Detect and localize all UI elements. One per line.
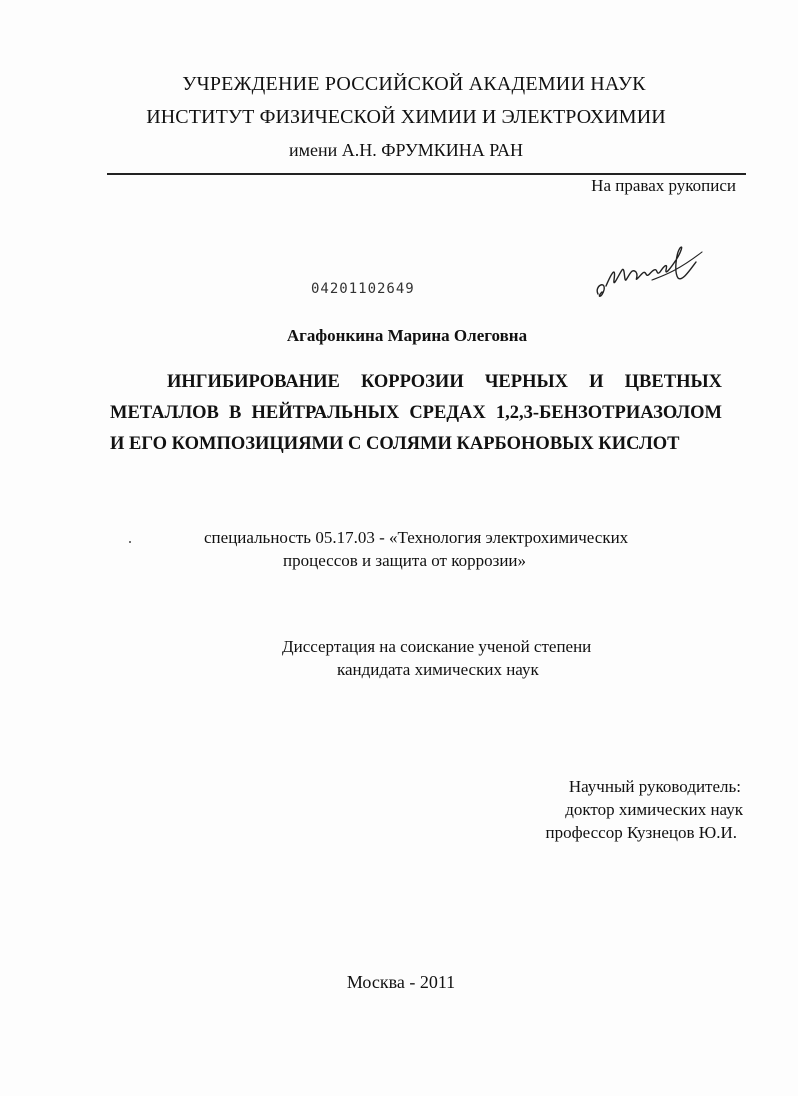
institution-line-2: ИНСТИТУТ ФИЗИЧЕСКОЙ ХИМИИ И ЭЛЕКТРОХИМИИ — [146, 106, 666, 128]
institution-line-1: УЧРЕЖДЕНИЕ РОССИЙСКОЙ АКАДЕМИИ НАУК — [182, 73, 646, 95]
document-number: 04201102649 — [311, 281, 415, 297]
supervisor-block — [546, 775, 743, 844]
signature — [592, 236, 704, 302]
dissertation-title — [110, 367, 722, 460]
signature-stroke-1 — [597, 247, 696, 296]
rights-note: На правах рукописи — [591, 176, 736, 195]
title-line-1: ИНГИБИРОВАНИЕ КОРРОЗИИ ЧЕРНЫХ И ЦВЕТНЫХ — [167, 372, 722, 392]
degree-line-1: Диссертация на соискание ученой степени — [282, 637, 592, 656]
supervisor-name: профессор Кузнецов Ю.И. — [545, 823, 737, 842]
author-name: Агафонкина Марина Олеговна — [286, 326, 528, 345]
stray-dot — [129, 541, 131, 543]
specialty-line-1: специальность 05.17.03 - «Технология электрохимических — [204, 528, 629, 547]
supervisor-degree: доктор химических наук — [565, 800, 743, 819]
degree-line-2: кандидата химических наук — [337, 660, 539, 679]
city-year: Москва - 2011 — [346, 972, 456, 992]
title-line-3: И ЕГО КОМПОЗИЦИЯМИ С СОЛЯМИ КАРБОНОВЫХ КИСЛОТ — [110, 434, 680, 454]
header-divider — [107, 173, 746, 175]
institution-line-3: имени А.Н. ФРУМКИНА РАН — [288, 140, 524, 160]
specialty-line-2: процессов и защита от коррозии» — [283, 551, 527, 570]
supervisor-label: Научный руководитель: — [568, 777, 741, 796]
title-line-2: МЕТАЛЛОВ В НЕЙТРАЛЬНЫХ СРЕДАХ 1,2,3-БЕНЗОТРИАЗОЛОМ — [110, 403, 722, 423]
